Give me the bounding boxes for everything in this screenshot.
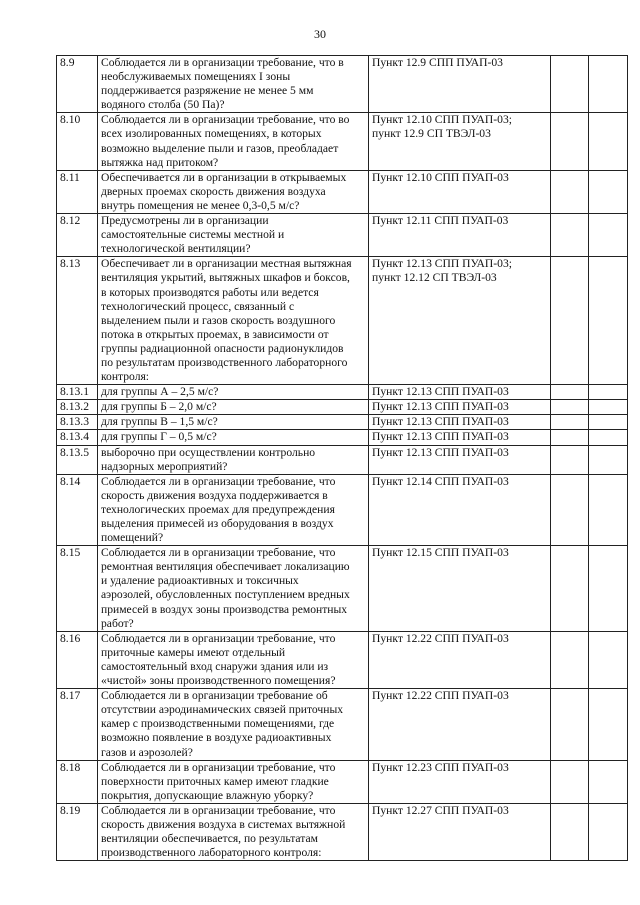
note-cell [589,385,628,400]
table-row [57,474,628,545]
note-cell [589,631,628,688]
table-row [57,445,628,474]
table-row [57,113,628,170]
item-number: 8.9 [57,56,98,113]
requirement-question: Соблюдается ли в организации требование, что ремонтная вентиляция обеспечивает локализацию и удаление радиоактивных и токсичных аэрозолей, обусловленных поступлением вредных примесей в воздух зоны производства ремонтных работ? [98,546,369,632]
requirement-question: для группы Г – 0,5 м/с? [98,430,369,445]
answer-cell [551,803,589,860]
item-number: 8.14 [57,474,98,545]
table-row [57,56,628,113]
table-row [57,631,628,688]
item-number: 8.13 [57,257,98,385]
item-number: 8.17 [57,689,98,760]
item-number: 8.10 [57,113,98,170]
requirement-question: для группы В – 1,5 м/с? [98,415,369,430]
requirement-question: Обеспечивает ли в организации местная вытяжная вентиляция укрытий, вытяжных шкафов и боксов, в которых производятся работы или ведется технологический процесс, связанный с выделением пыли и газов скорость воздушного потока в открытых проемах, в зависимости от группы радиационной опасности радионуклидов по результатам производственного лабораторного контроля: [98,257,369,385]
table-row [57,546,628,632]
regulation-reference: Пункт 12.10 СПП ПУАП-03 [369,170,551,213]
note-cell [589,415,628,430]
table-row [57,803,628,860]
item-number: 8.16 [57,631,98,688]
item-number: 8.13.1 [57,385,98,400]
requirement-question: Обеспечивается ли в организации в открываемых дверных проемах скорость движения воздуха внутрь помещения не менее 0,3-0,5 м/с? [98,170,369,213]
answer-cell [551,760,589,803]
requirement-question: Соблюдается ли в организации требование, что во всех изолированных помещениях, в которых возможно выделение пыли и газов, преобладает вытяжка над притоком? [98,113,369,170]
answer-cell [551,113,589,170]
item-number: 8.11 [57,170,98,213]
requirement-question: выборочно при осуществлении контрольно надзорных мероприятий? [98,445,369,474]
note-cell [589,257,628,385]
table-row [57,415,628,430]
note-cell [589,430,628,445]
item-number: 8.12 [57,214,98,257]
requirement-question: Предусмотрены ли в организации самостоятельные системы местной и технологической вентиляции? [98,214,369,257]
answer-cell [551,170,589,213]
table-row [57,430,628,445]
regulation-reference: Пункт 12.13 СПП ПУАП-03 [369,385,551,400]
answer-cell [551,631,589,688]
note-cell [589,689,628,760]
answer-cell [551,445,589,474]
table-row [57,689,628,760]
regulation-reference: Пункт 12.11 СПП ПУАП-03 [369,214,551,257]
item-number: 8.18 [57,760,98,803]
note-cell [589,170,628,213]
regulation-reference: Пункт 12.13 СПП ПУАП-03 [369,430,551,445]
table-row [57,170,628,213]
note-cell [589,445,628,474]
answer-cell [551,415,589,430]
requirement-question: для группы Б – 2,0 м/с? [98,400,369,415]
item-number: 8.15 [57,546,98,632]
table-row [57,760,628,803]
regulation-reference: Пункт 12.22 СПП ПУАП-03 [369,689,551,760]
requirement-question: Соблюдается ли в организации требование, что скорость движения воздуха в системах вытяжной вентиляции обеспечивается, по результатам производственного лабораторного контроля: [98,803,369,860]
answer-cell [551,385,589,400]
answer-cell [551,400,589,415]
regulation-reference: Пункт 12.22 СПП ПУАП-03 [369,631,551,688]
item-number: 8.19 [57,803,98,860]
note-cell [589,56,628,113]
regulation-reference: Пункт 12.13 СПП ПУАП-03 [369,445,551,474]
regulation-reference: Пункт 12.9 СПП ПУАП-03 [369,56,551,113]
regulation-reference: Пункт 12.15 СПП ПУАП-03 [369,546,551,632]
requirement-question: Соблюдается ли в организации требование, что поверхности приточных камер имеют гладкие покрытия, допускающие влажную уборку? [98,760,369,803]
note-cell [589,113,628,170]
requirement-question: для группы А – 2,5 м/с? [98,385,369,400]
requirement-question: Соблюдается ли в организации требование, что приточные камеры имеют отдельный самостоятельный вход снаружи здания или из «чистой» зоны производственного помещения? [98,631,369,688]
regulation-reference: Пункт 12.23 СПП ПУАП-03 [369,760,551,803]
answer-cell [551,214,589,257]
regulation-reference: Пункт 12.13 СПП ПУАП-03; пункт 12.12 СП ТВЭЛ-03 [369,257,551,385]
requirement-question: Соблюдается ли в организации требование, что скорость движения воздуха поддерживается в технологических проемах для предупреждения выделения примесей из оборудования в воздух помещений? [98,474,369,545]
regulation-reference: Пункт 12.13 СПП ПУАП-03 [369,400,551,415]
answer-cell [551,430,589,445]
note-cell [589,546,628,632]
item-number: 8.13.3 [57,415,98,430]
requirement-question: Соблюдается ли в организации требование, что в необслуживаемых помещениях I зоны поддерживается разряжение не менее 5 мм водяного столба (50 Па)? [98,56,369,113]
answer-cell [551,257,589,385]
regulation-reference: Пункт 12.13 СПП ПУАП-03 [369,415,551,430]
answer-cell [551,546,589,632]
note-cell [589,214,628,257]
regulation-reference: Пункт 12.14 СПП ПУАП-03 [369,474,551,545]
answer-cell [551,474,589,545]
answer-cell [551,56,589,113]
item-number: 8.13.4 [57,430,98,445]
note-cell [589,760,628,803]
item-number: 8.13.5 [57,445,98,474]
checklist-table [56,55,628,861]
table-row [57,257,628,385]
item-number: 8.13.2 [57,400,98,415]
regulation-reference: Пункт 12.10 СПП ПУАП-03; пункт 12.9 СП ТВЭЛ-03 [369,113,551,170]
note-cell [589,400,628,415]
note-cell [589,474,628,545]
table-row [57,385,628,400]
table-row [57,400,628,415]
requirement-question: Соблюдается ли в организации требование об отсутствии аэродинамических связей приточных камер с производственными помещениями, где возможно появление в воздухе радиоактивных газов и аэрозолей? [98,689,369,760]
regulation-reference: Пункт 12.27 СПП ПУАП-03 [369,803,551,860]
answer-cell [551,689,589,760]
page-number: 30 [314,27,326,41]
table-row [57,214,628,257]
checklist-table-body [57,56,628,861]
note-cell [589,803,628,860]
